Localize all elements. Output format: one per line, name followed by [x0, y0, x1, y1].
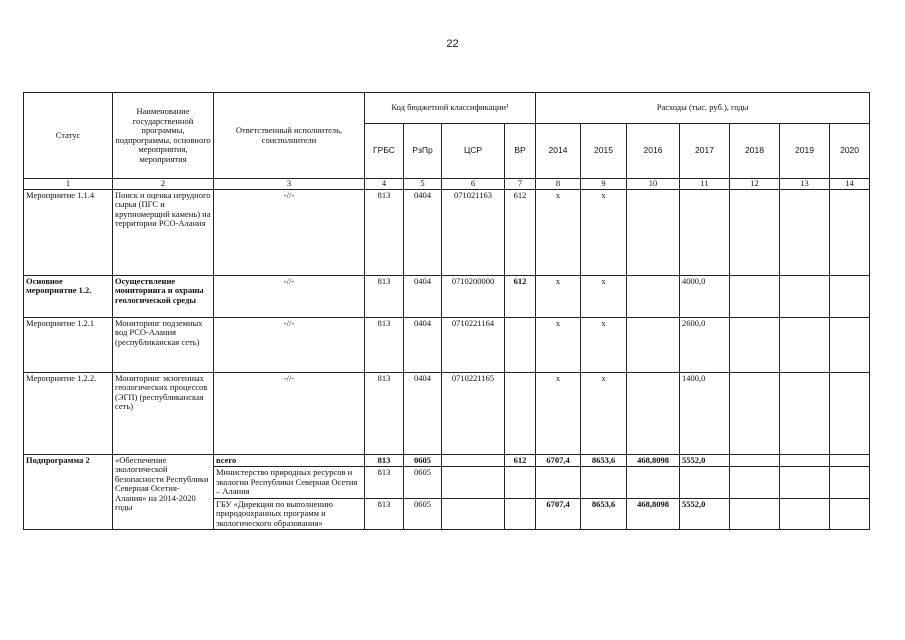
row-rzpr: 0605: [404, 498, 442, 530]
header-grbs: ГРБС: [365, 124, 404, 179]
row-grbs: 813: [365, 317, 404, 372]
row-csr: 071021163: [442, 189, 505, 275]
row-value-2019: [780, 317, 830, 372]
column-number: 13: [780, 179, 830, 190]
row-value-2015: 8653,6: [581, 498, 627, 530]
row-name: Осуществление мониторинга и охраны геологической среды: [113, 275, 214, 317]
header-row: [24, 93, 870, 124]
column-number: 5: [404, 179, 442, 190]
row-value-2014: x: [536, 317, 581, 372]
row-rzpr: 0404: [404, 317, 442, 372]
row-value-2018: [730, 189, 780, 275]
row-grbs: 813: [365, 467, 404, 499]
row-value-2018: [730, 275, 780, 317]
row-value-2019: [780, 275, 830, 317]
budget-table: [23, 92, 870, 530]
row-executor: -//-: [214, 317, 365, 372]
row-csr: 0710221165: [442, 372, 505, 454]
row-value-2017: [680, 467, 730, 499]
header-year: 2018: [730, 124, 780, 179]
row-value-2014: [536, 467, 581, 499]
table-row: [24, 454, 870, 467]
header-vr: ВР: [505, 124, 536, 179]
row-value-2018: [730, 454, 780, 467]
column-number: 7: [505, 179, 536, 190]
row-value-2016: 468,8098: [627, 454, 680, 467]
row-vr: 612: [505, 454, 536, 467]
row-value-2017: 2600,0: [680, 317, 730, 372]
column-number: 3: [214, 179, 365, 190]
row-name: Поиск и оценка нерудного сырья (ПГС и крупномерщий камень) на территории РСО-Алания: [113, 189, 214, 275]
column-number: 4: [365, 179, 404, 190]
row-value-2015: x: [581, 317, 627, 372]
row-rzpr: 0404: [404, 372, 442, 454]
row-value-2016: [627, 372, 680, 454]
table-row: [24, 317, 870, 372]
row-executor: ГБУ «Дирекция по выполнению природоохранных программ и экологического образования»: [214, 498, 365, 530]
header-budget-code: Код бюджетной классификации¹: [365, 93, 536, 124]
row-value-2017: 5552,0: [680, 454, 730, 467]
header-name: Наименование государственной программы, подпрограммы, основного мероприятия, мероприятия: [113, 93, 214, 179]
row-value-2019: [780, 498, 830, 530]
row-value-2019: [780, 189, 830, 275]
row-rzpr: 0404: [404, 275, 442, 317]
table-row: [24, 372, 870, 454]
row-value-2018: [730, 372, 780, 454]
column-number: 8: [536, 179, 581, 190]
column-number-row: [24, 179, 870, 190]
column-number: 1: [24, 179, 113, 190]
row-name: «Обеспечение экологической безопасности Республики Северная Осетия-Алания» на 2014-2020 годы: [113, 454, 214, 530]
header-year: 2020: [830, 124, 870, 179]
row-grbs: 813: [365, 498, 404, 530]
row-executor: -//-: [214, 189, 365, 275]
row-value-2014: 6707,4: [536, 454, 581, 467]
row-vr: 612: [505, 275, 536, 317]
row-grbs: 813: [365, 275, 404, 317]
row-value-2020: [830, 317, 870, 372]
row-value-2017: [680, 189, 730, 275]
header-year: 2019: [780, 124, 830, 179]
row-value-2014: 6707,4: [536, 498, 581, 530]
row-value-2020: [830, 498, 870, 530]
row-name: Мониторинг экзогенных геологических процессов (ЭГП) (республиканская сеть): [113, 372, 214, 454]
table-row: [24, 189, 870, 275]
row-value-2017: 4000,0: [680, 275, 730, 317]
row-value-2019: [780, 454, 830, 467]
row-value-2017: 5552,0: [680, 498, 730, 530]
row-value-2019: [780, 467, 830, 499]
row-vr: [505, 467, 536, 499]
row-status: Мероприятие 1.1.4: [24, 189, 113, 275]
row-rzpr: 0404: [404, 189, 442, 275]
column-number: 12: [730, 179, 780, 190]
row-value-2014: x: [536, 275, 581, 317]
row-value-2015: x: [581, 275, 627, 317]
row-value-2017: 1400,0: [680, 372, 730, 454]
row-value-2015: 8653,6: [581, 454, 627, 467]
row-vr: [505, 372, 536, 454]
row-value-2014: x: [536, 189, 581, 275]
header-year: 2016: [627, 124, 680, 179]
column-number: 9: [581, 179, 627, 190]
row-executor: -//-: [214, 372, 365, 454]
column-number: 14: [830, 179, 870, 190]
row-csr: [442, 467, 505, 499]
row-value-2020: [830, 275, 870, 317]
row-value-2020: [830, 189, 870, 275]
row-value-2015: x: [581, 189, 627, 275]
row-csr: [442, 454, 505, 467]
row-value-2014: x: [536, 372, 581, 454]
header-year: 2014: [536, 124, 581, 179]
row-value-2020: [830, 454, 870, 467]
page-number: 22: [446, 38, 459, 50]
row-value-2018: [730, 498, 780, 530]
row-name: Мониторинг подземных вод РСО-Алания (республиканская сеть): [113, 317, 214, 372]
row-value-2016: [627, 275, 680, 317]
row-csr: [442, 498, 505, 530]
row-value-2018: [730, 317, 780, 372]
row-executor: -//-: [214, 275, 365, 317]
row-executor: Министерство природных ресурсов и экологии Республики Северная Осетия – Алания: [214, 467, 365, 499]
row-status: Мероприятие 1.2.1: [24, 317, 113, 372]
header-executor: Ответственный исполнитель, соисполнители: [214, 93, 365, 179]
row-value-2015: x: [581, 372, 627, 454]
row-vr: [505, 317, 536, 372]
row-rzpr: 0605: [404, 467, 442, 499]
header-expenses: Расходы (тыс. руб.), годы: [536, 93, 870, 124]
row-value-2019: [780, 372, 830, 454]
row-grbs: 813: [365, 189, 404, 275]
row-value-2018: [730, 467, 780, 499]
row-value-2016: [627, 189, 680, 275]
row-vr: 612: [505, 189, 536, 275]
header-year: 2017: [680, 124, 730, 179]
row-status: Мероприятие 1.2.2.: [24, 372, 113, 454]
row-status: Подпрограмма 2: [24, 454, 113, 530]
header-csr: ЦСР: [442, 124, 505, 179]
row-csr: 0710200000: [442, 275, 505, 317]
column-number: 6: [442, 179, 505, 190]
row-value-2016: [627, 467, 680, 499]
row-value-2015: [581, 467, 627, 499]
row-value-2016: 468,8098: [627, 498, 680, 530]
header-status: Статус: [24, 93, 113, 179]
row-value-2020: [830, 372, 870, 454]
row-executor: всего: [214, 454, 365, 467]
row-value-2020: [830, 467, 870, 499]
row-rzpr: 0605: [404, 454, 442, 467]
column-number: 11: [680, 179, 730, 190]
header-rzpr: РзПр: [404, 124, 442, 179]
column-number: 2: [113, 179, 214, 190]
row-value-2016: [627, 317, 680, 372]
row-csr: 0710221164: [442, 317, 505, 372]
row-grbs: 813: [365, 372, 404, 454]
table-row: [24, 275, 870, 317]
column-number: 10: [627, 179, 680, 190]
header-year: 2015: [581, 124, 627, 179]
row-status: Основное мероприятие 1.2.: [24, 275, 113, 317]
row-vr: [505, 498, 536, 530]
row-grbs: 813: [365, 454, 404, 467]
